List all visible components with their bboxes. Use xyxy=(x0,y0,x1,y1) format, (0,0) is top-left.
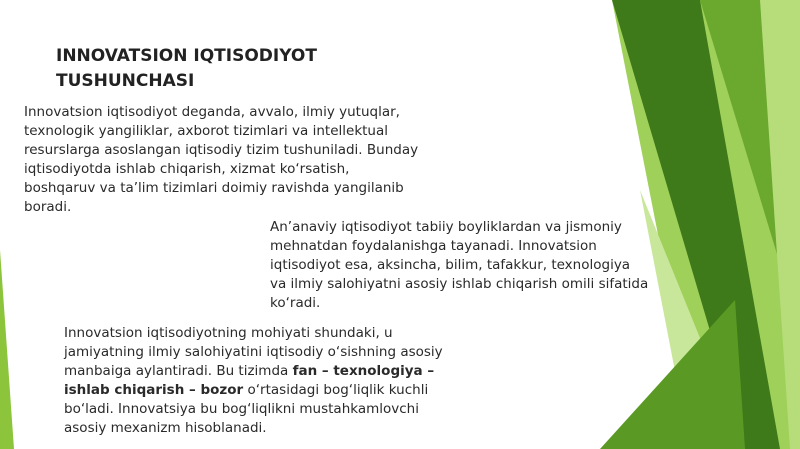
paragraph-essence-text-end: o‘rtasidagi bog‘liqlik kuchli bo‘ladi. Innovatsiya bu bog‘liqlikni mustahkamlovchi asosiy mexanizm hisoblanadi. xyxy=(64,382,429,436)
paragraph-definition: Innovatsion iqtisodiyot deganda, avvalo, ilmiy yutuqlar, texnologik yangiliklar, axborot tizimlari va intellektual resurslarga asoslangan iqtisodiy tizim tushuniladi. Bunday iqtisodiyotda ishlab chiqarish, xizmat ko‘rsatish, boshqaruv va ta’lim tizimlari doimiy ravishda yangilanib boradi. xyxy=(24,104,419,215)
paragraph-essence-text-start: Innovatsion iqtisodiyotning mohiyati shundaki, u jamiyatning ilmiy salohiyatini iqtisodiy o‘sishning asosiy manbaiga aylantiradi. Bu tizimda xyxy=(64,325,443,379)
paragraph-essence-bold-chain: fan – texnologiya – ishlab chiqarish – bozor xyxy=(64,363,435,398)
left-edge-sliver xyxy=(0,250,14,449)
paragraph-comparison: An’anaviy iqtisodiyot tabiiy boyliklardan va jismoniy mehnatdan foydalanishga tayanadi. Innovatsion iqtisodiyot esa, aksincha, bilim, tafakkur, texnologiya va ilmiy salohiyatni asosiy ishlab chiqarish omili sifatida ko‘radi. xyxy=(270,219,649,311)
slide-title: INNOVATSION IQTISODIYOT TUSHUNCHASI xyxy=(56,46,317,91)
paragraph-essence xyxy=(64,324,444,438)
